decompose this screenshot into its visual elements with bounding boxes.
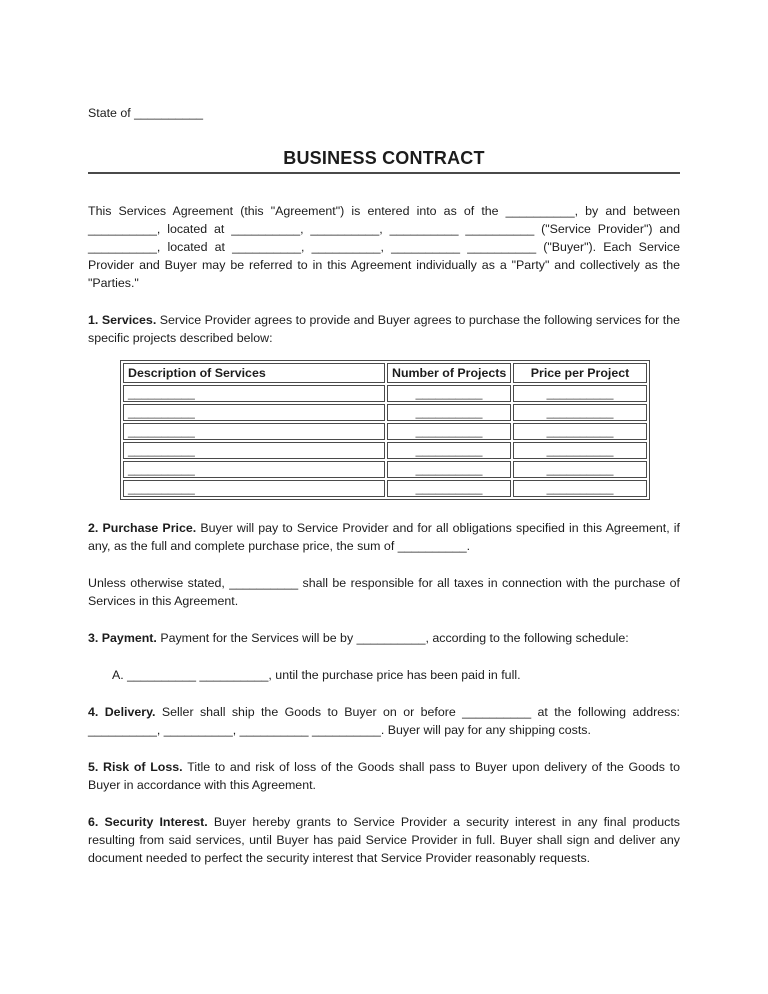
table-cell-blank: __________	[123, 480, 385, 497]
table-cell-blank: __________	[387, 385, 511, 402]
section-4-delivery: 4. Delivery. Seller shall ship the Goods to Buyer on or before __________ at the following address: __________, __________, __________ __________. Buyer will pay for any shipping costs.	[88, 705, 680, 737]
table-cell-blank: __________	[513, 480, 647, 497]
section-label: 5. Risk of Loss.	[88, 760, 188, 774]
taxes-paragraph: Unless otherwise stated, __________ shall be responsible for all taxes in connection with the purchase of Services in this Agreement.	[88, 576, 680, 608]
table-cell-blank: __________	[513, 404, 647, 421]
table-row	[123, 480, 647, 497]
table-cell-blank: __________	[123, 385, 385, 402]
table-row	[123, 423, 647, 440]
table-cell-blank: __________	[123, 461, 385, 478]
section-label: 1. Services.	[88, 313, 160, 327]
table-header-cell: Description of Services	[123, 363, 385, 383]
section-label: 6. Security Interest.	[88, 815, 214, 829]
table-cell-blank: __________	[123, 423, 385, 440]
table-row	[123, 404, 647, 421]
title-divider	[88, 172, 680, 174]
table-cell-blank: __________	[513, 423, 647, 440]
document-body	[88, 202, 680, 867]
table-cell-blank: __________	[123, 442, 385, 459]
table-row	[123, 461, 647, 478]
document-title: BUSINESS CONTRACT	[283, 148, 485, 168]
state-of-line: State of __________	[88, 106, 204, 120]
table-header-cell: Number of Projects	[387, 363, 511, 383]
table-cell-blank: __________	[513, 461, 647, 478]
table-cell-blank: __________	[513, 442, 647, 459]
table-cell-blank: __________	[387, 480, 511, 497]
table-cell-blank: __________	[513, 385, 647, 402]
section-6-security-interest: 6. Security Interest. Buyer hereby grants to Service Provider a security interest in any final products resulting from said services, until Buyer has paid Service Provider in full. Buyer shall sign and deliver any document needed to perfect the security interest that Service Provider reasonably requests.	[88, 815, 680, 865]
section-1-services: 1. Services. Service Provider agrees to provide and Buyer agrees to purchase the following services for the specific projects described below:	[88, 313, 680, 345]
table-row	[123, 385, 647, 402]
section-label: 2. Purchase Price.	[88, 521, 201, 535]
table-row	[123, 442, 647, 459]
table-cell-blank: __________	[387, 461, 511, 478]
table-cell-blank: __________	[387, 404, 511, 421]
table-cell-blank: __________	[123, 404, 385, 421]
payment-schedule-item-a: A. __________ __________, until the purchase price has been paid in full.	[112, 668, 521, 682]
intro-paragraph: This Services Agreement (this "Agreement") is entered into as of the __________, by and between __________, located at __________, __________, __________ __________ ("Service Provider") and __________, located at __________, __________, __________ __________ ("Buyer"). Each Service Provider and Buyer may be referred to in this Agreement individually as a "Party" and collectively as the "Parties."	[88, 204, 680, 290]
section-3-payment: 3. Payment. Payment for the Services will be by __________, according to the following schedule:	[88, 631, 629, 645]
table-cell-blank: __________	[387, 442, 511, 459]
services-table	[120, 360, 650, 500]
section-2-purchase-price: 2. Purchase Price. Buyer will pay to Service Provider and for all obligations specified in this Agreement, if any, as the full and complete purchase price, the sum of __________.	[88, 521, 681, 553]
section-label: 4. Delivery.	[88, 705, 162, 719]
table-cell-blank: __________	[387, 423, 511, 440]
table-header-row	[123, 363, 647, 383]
table-header-cell: Price per Project	[513, 363, 647, 383]
section-label: 3. Payment.	[88, 631, 161, 645]
section-5-risk-of-loss: 5. Risk of Loss. Title to and risk of loss of the Goods shall pass to Buyer upon delivery of the Goods to Buyer in accordance with this Agreement.	[88, 760, 680, 792]
